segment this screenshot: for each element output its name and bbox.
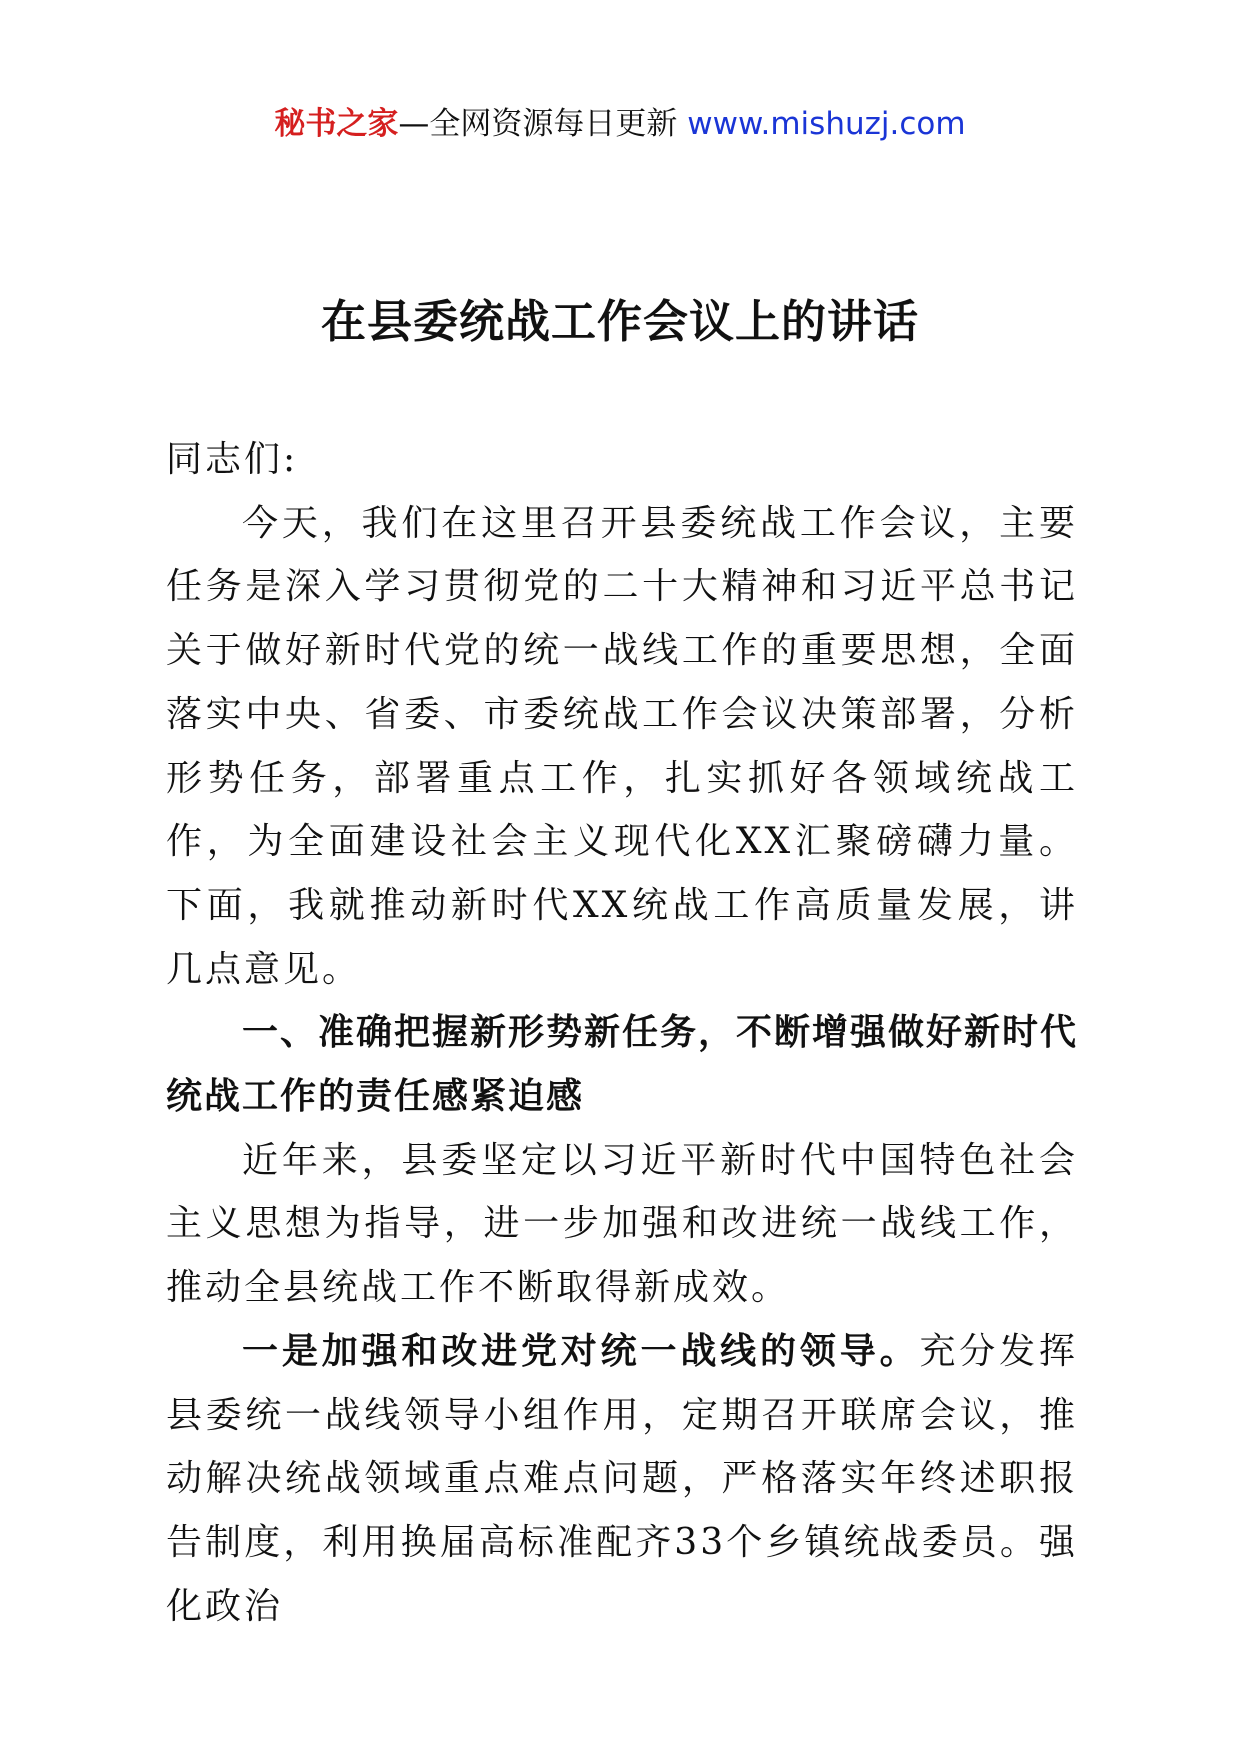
brand-name: 秘书之家: [274, 106, 399, 142]
point-1-lead: 一是加强和改进党对统一战线的领导。: [242, 1329, 920, 1372]
intro-paragraph: 今天，我们在这里召开县委统战工作会议，主要任务是深入学习贯彻党的二十大精神和习近平总书记关于做好新时代党的统一战线工作的重要思想，全面落实中央、省委、市委统战工作会议决策部署，分析形势任务，部署重点工作，扎实抓好各领域统战工作，为全面建设社会主义现代化XX汇聚磅礴力量。下面，我就推动新时代XX统战工作高质量发展，讲几点意见。: [166, 502, 1078, 990]
point-1-paragraph: [166, 1320, 1078, 1639]
document-title: 在县委统战工作会议上的讲话: [320, 295, 919, 348]
document-body: [166, 428, 1078, 1638]
site-header: [0, 102, 1240, 146]
header-slogan: —全网资源每日更新: [398, 106, 688, 142]
point-1-text: 充分发挥县委统一战线领导小组作用，定期召开联席会议，推动解决统战领域重点难点问题，严格落实年终述职报告制度，利用换届高标准配齐33个乡镇统战委员。强化政治: [166, 1330, 1078, 1627]
salutation: 同志们:: [166, 439, 299, 480]
section-1-paragraph: 近年来，县委坚定以习近平新时代中国特色社会主义思想为指导，进一步加强和改进统一战线工作，推动全县统战工作不断取得新成效。: [166, 1139, 1078, 1309]
section-heading-1: 一、准确把握新形势新任务，不断增强做好新时代统战工作的责任感紧迫感: [166, 1012, 1079, 1118]
header-url-link[interactable]: www.mishuzj.com: [687, 106, 966, 142]
